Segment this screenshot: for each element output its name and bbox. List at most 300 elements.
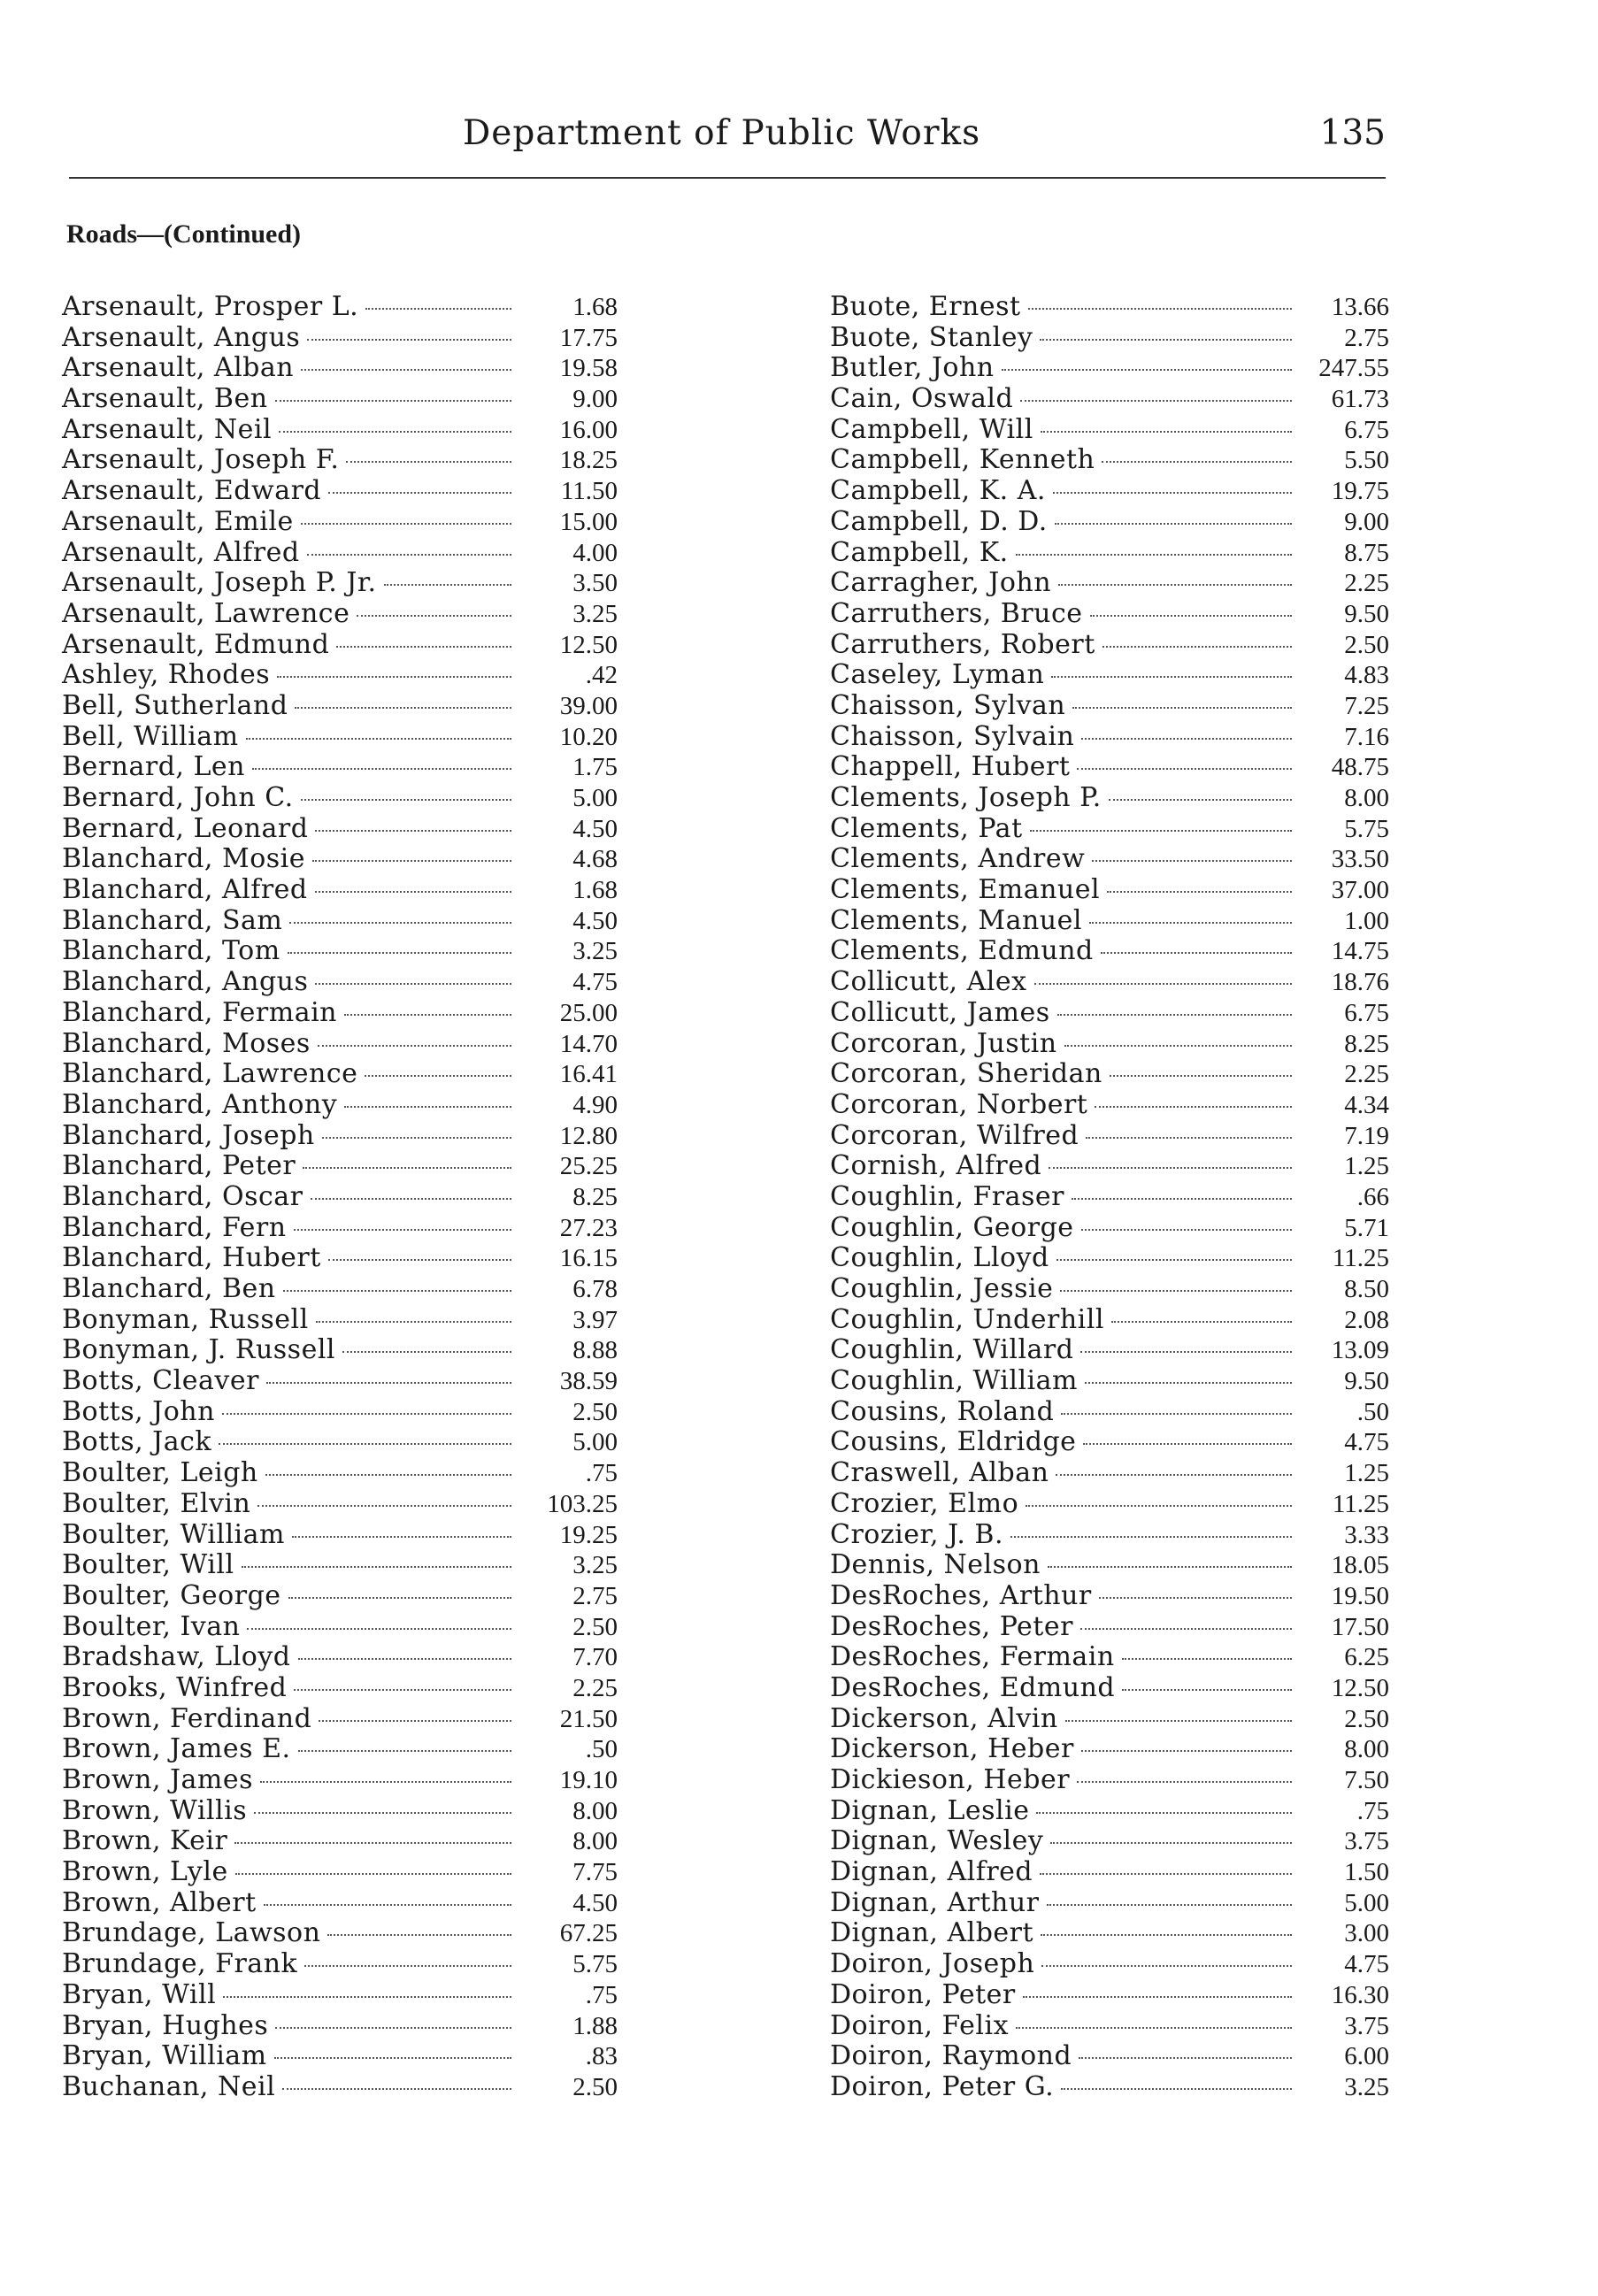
entry-amount: 2.25 — [1344, 569, 1389, 598]
dot-leader — [298, 1750, 511, 1752]
entry-name: DesRoches, Peter — [830, 1610, 1073, 1642]
entry-amount: 6.75 — [1344, 415, 1389, 444]
dot-leader — [277, 676, 511, 678]
dot-leader — [1016, 554, 1292, 556]
dot-leader — [384, 584, 512, 586]
entry-name: Campbell, Kenneth — [830, 444, 1095, 476]
entry-name: Dickerson, Alvin — [830, 1702, 1058, 1734]
list-item — [62, 1765, 618, 1796]
entry-amount: 7.70 — [572, 1643, 618, 1672]
dot-leader — [264, 1904, 511, 1906]
entry-name: Bernard, Leonard — [62, 812, 309, 844]
list-item — [830, 875, 1389, 906]
dot-leader — [1056, 1259, 1292, 1261]
entry-amount: 2.50 — [1344, 1704, 1389, 1733]
entry-name: Blanchard, Mosie — [62, 843, 305, 875]
dot-leader — [246, 738, 511, 740]
entry-name: Brown, Lyle — [62, 1856, 228, 1888]
entry-name: Buchanan, Neil — [62, 2070, 276, 2102]
list-item — [62, 1489, 618, 1520]
list-item — [62, 967, 618, 998]
entry-name: Campbell, D. D. — [830, 505, 1048, 537]
dot-leader — [282, 2088, 511, 2090]
entry-name: Blanchard, Lawrence — [62, 1058, 358, 1090]
dot-leader — [234, 1842, 511, 1844]
entry-name: Dignan, Alfred — [830, 1856, 1033, 1888]
list-item — [62, 1734, 618, 1765]
entry-amount: 4.00 — [572, 538, 618, 567]
list-item — [830, 599, 1389, 630]
dot-leader — [357, 615, 511, 617]
entry-amount: .75 — [585, 1459, 618, 1488]
entry-amount: 5.50 — [1344, 446, 1389, 475]
list-item — [62, 507, 618, 538]
list-item — [62, 844, 618, 875]
entry-amount: 2.08 — [1344, 1305, 1389, 1334]
entry-name: Coughlin, Underhill — [830, 1303, 1104, 1335]
list-item — [830, 1612, 1389, 1643]
dot-leader — [222, 1413, 511, 1415]
dot-leader — [319, 1720, 511, 1722]
list-item — [62, 691, 618, 722]
entry-amount: .42 — [585, 661, 618, 690]
entry-amount: 1.68 — [572, 876, 618, 905]
entry-amount: .75 — [1356, 1796, 1389, 1825]
dot-leader — [1065, 1720, 1292, 1722]
dot-leader — [294, 1689, 511, 1691]
entry-amount: 67.25 — [559, 1919, 618, 1948]
dot-leader — [1040, 1873, 1292, 1875]
entry-amount: 2.25 — [572, 1673, 618, 1702]
dot-leader — [1026, 1505, 1292, 1507]
entry-name: Dignan, Arthur — [830, 1886, 1040, 1918]
list-item — [830, 1366, 1389, 1397]
dot-leader — [1058, 584, 1292, 586]
dot-leader — [1099, 1597, 1292, 1599]
entry-amount: 7.75 — [572, 1858, 618, 1887]
list-item — [62, 1980, 618, 2011]
entry-name: Arsenault, Alfred — [62, 536, 300, 568]
entry-amount: 48.75 — [1331, 753, 1389, 782]
dot-leader — [1122, 1658, 1292, 1660]
dot-leader — [242, 1566, 511, 1568]
entry-amount: 8.00 — [572, 1796, 618, 1825]
right-column-list — [830, 292, 1389, 2103]
entry-name: Boulter, George — [62, 1579, 281, 1611]
dot-leader — [1089, 922, 1292, 924]
entry-amount: 13.66 — [1331, 293, 1389, 321]
dot-leader — [1056, 1474, 1292, 1476]
entry-amount: 5.75 — [1344, 814, 1389, 843]
dot-leader — [1109, 799, 1292, 801]
entry-name: Crozier, Elmo — [830, 1487, 1019, 1519]
entry-name: Arsenault, Lawrence — [62, 597, 350, 629]
entry-amount: 4.34 — [1344, 1090, 1389, 1119]
entry-name: Arsenault, Ben — [62, 383, 268, 415]
entry-amount: 7.16 — [1344, 722, 1389, 751]
dot-leader — [1053, 492, 1292, 494]
entry-name: Cain, Oswald — [830, 383, 1014, 415]
list-item — [830, 691, 1389, 722]
list-item — [830, 660, 1389, 691]
left-column-list — [62, 292, 618, 2103]
list-item — [62, 1888, 618, 1919]
dot-leader — [1047, 1904, 1293, 1906]
entry-name: Bryan, Hughes — [62, 2009, 269, 2041]
list-item — [62, 998, 618, 1029]
list-item — [62, 1857, 618, 1888]
entry-amount: 2.50 — [572, 2072, 618, 2101]
entry-amount: 11.25 — [1332, 1244, 1389, 1273]
dot-leader — [316, 1321, 511, 1323]
list-item — [62, 1673, 618, 1704]
list-item — [62, 752, 618, 783]
entry-amount: 2.50 — [1344, 630, 1389, 659]
entry-name: Doiron, Raymond — [830, 2040, 1072, 2072]
entry-amount: 4.83 — [1344, 661, 1389, 690]
entry-amount: 19.58 — [559, 354, 618, 383]
list-item — [62, 1059, 618, 1090]
entry-amount: 1.25 — [1344, 1152, 1389, 1181]
dot-leader — [1016, 2027, 1292, 2029]
entry-amount: 4.75 — [572, 968, 618, 997]
entry-name: Boulter, Ivan — [62, 1610, 241, 1642]
list-item — [830, 445, 1389, 476]
dot-leader — [311, 1198, 512, 1200]
entry-amount: 16.30 — [1331, 1980, 1389, 2009]
list-item — [830, 783, 1389, 814]
list-item — [830, 2011, 1389, 2042]
entry-name: Clements, Andrew — [830, 843, 1086, 875]
entry-amount: 3.25 — [572, 1551, 618, 1580]
list-item — [830, 844, 1389, 875]
entry-amount: 38.59 — [559, 1367, 618, 1396]
entry-name: Butler, John — [830, 352, 995, 384]
entry-name: Bernard, Len — [62, 751, 245, 783]
dot-leader — [365, 1075, 511, 1077]
entry-name: Carragher, John — [830, 567, 1052, 599]
list-item — [830, 1274, 1389, 1305]
entry-name: Brooks, Winfred — [62, 1671, 288, 1703]
dot-leader — [365, 308, 511, 310]
entry-amount: 7.19 — [1344, 1121, 1389, 1150]
entry-amount: 2.25 — [1344, 1060, 1389, 1089]
list-item — [62, 1642, 618, 1673]
list-item — [62, 722, 618, 753]
entry-amount: 19.10 — [559, 1766, 618, 1794]
entry-amount: 8.50 — [1344, 1275, 1389, 1303]
dot-leader — [1002, 369, 1292, 371]
dot-leader — [1057, 1014, 1292, 1016]
dot-leader — [1010, 1536, 1292, 1538]
dot-leader — [1049, 1167, 1292, 1169]
list-item — [830, 1857, 1389, 1888]
entry-name: Blanchard, Fermain — [62, 996, 337, 1028]
entry-amount: 3.25 — [1344, 2072, 1389, 2101]
entry-name: Dignan, Wesley — [830, 1825, 1044, 1857]
dot-leader — [1085, 1382, 1292, 1384]
entry-name: Blanchard, Alfred — [62, 874, 308, 906]
dot-leader — [1102, 461, 1292, 463]
list-item — [62, 1366, 618, 1397]
entry-amount: 8.25 — [572, 1182, 618, 1211]
list-item — [62, 1151, 618, 1182]
dot-leader — [235, 1873, 511, 1875]
dot-leader — [1055, 523, 1292, 525]
entry-amount: 247.55 — [1318, 354, 1389, 383]
dot-leader — [266, 1382, 511, 1384]
entry-amount: 16.00 — [559, 415, 618, 444]
list-item — [62, 1427, 618, 1458]
dot-leader — [1023, 1996, 1292, 1998]
entry-amount: 2.75 — [572, 1581, 618, 1610]
entry-name: Doiron, Felix — [830, 2009, 1010, 2041]
entry-amount: 9.50 — [1344, 1367, 1389, 1396]
page-title: Department of Public Works — [463, 113, 981, 153]
entry-name: Blanchard, Sam — [62, 904, 283, 936]
list-item — [62, 2011, 618, 2042]
entry-name: Brown, James — [62, 1764, 254, 1795]
list-item — [830, 1918, 1389, 1949]
dot-leader — [294, 1229, 511, 1231]
dot-leader — [1077, 768, 1292, 770]
dot-leader — [307, 554, 511, 556]
dot-leader — [1092, 860, 1292, 862]
dot-leader — [288, 1597, 511, 1599]
list-item — [62, 2072, 618, 2103]
list-item — [830, 538, 1389, 569]
dot-leader — [283, 1290, 511, 1292]
list-item — [830, 967, 1389, 998]
entry-name: Caseley, Lyman — [830, 659, 1045, 691]
entry-amount: 11.50 — [560, 477, 618, 506]
entry-name: Arsenault, Edmund — [62, 628, 330, 660]
entry-name: Buote, Stanley — [830, 321, 1033, 353]
entry-name: Brown, Ferdinand — [62, 1702, 312, 1734]
entry-amount: 12.50 — [559, 630, 618, 659]
entry-amount: 3.50 — [572, 569, 618, 598]
entry-amount: 10.20 — [559, 722, 618, 751]
entry-name: Cousins, Roland — [830, 1395, 1055, 1427]
entry-amount: 15.00 — [559, 507, 618, 536]
entry-name: Blanchard, Oscar — [62, 1180, 303, 1212]
list-item — [830, 568, 1389, 599]
dot-leader — [1081, 1229, 1292, 1231]
list-item — [62, 538, 618, 569]
entry-name: Campbell, K. — [830, 536, 1009, 568]
list-item — [62, 660, 618, 691]
entry-amount: 9.00 — [572, 385, 618, 414]
dot-leader — [1040, 339, 1292, 341]
entry-amount: 16.15 — [559, 1244, 618, 1273]
dot-leader — [1095, 1106, 1292, 1108]
entry-name: Chaisson, Sylvain — [830, 720, 1075, 752]
list-item — [62, 1243, 618, 1274]
list-item — [830, 630, 1389, 661]
dot-leader — [1081, 1750, 1292, 1752]
entry-name: Blanchard, Peter — [62, 1150, 296, 1182]
entry-name: Boulter, William — [62, 1518, 285, 1550]
entry-name: Brundage, Lawson — [62, 1917, 321, 1949]
entry-name: Campbell, K. A. — [830, 475, 1046, 507]
list-item — [62, 1274, 618, 1305]
list-item — [830, 1182, 1389, 1213]
dot-leader — [344, 1106, 511, 1108]
entry-name: Blanchard, Hubert — [62, 1242, 321, 1274]
entry-amount: 19.75 — [1331, 477, 1389, 506]
list-item — [62, 1397, 618, 1428]
entry-amount: 6.75 — [1344, 998, 1389, 1027]
entry-amount: 6.25 — [1344, 1643, 1389, 1672]
dot-leader — [1028, 308, 1292, 310]
entry-amount: 4.50 — [572, 906, 618, 935]
entry-name: Corcoran, Justin — [830, 1027, 1057, 1059]
list-item — [830, 1949, 1389, 1980]
dot-leader — [1083, 1443, 1292, 1445]
dot-leader — [1090, 615, 1292, 617]
dot-leader — [274, 2057, 511, 2059]
dot-leader — [1061, 1413, 1292, 1415]
entry-name: Arsenault, Joseph P. Jr. — [62, 567, 377, 599]
dot-leader — [1051, 676, 1292, 678]
entry-amount: 3.25 — [572, 599, 618, 628]
entry-name: Brundage, Frank — [62, 1948, 298, 1980]
entry-amount: 8.25 — [1344, 1029, 1389, 1058]
list-item — [62, 2041, 618, 2072]
entry-amount: 4.50 — [572, 814, 618, 843]
page-header — [69, 106, 1386, 179]
entry-amount: .66 — [1356, 1182, 1389, 1211]
dot-leader — [346, 461, 511, 463]
entry-name: Arsenault, Emile — [62, 505, 294, 537]
list-item — [830, 1059, 1389, 1090]
list-item — [830, 1673, 1389, 1704]
entry-name: Cousins, Eldridge — [830, 1426, 1077, 1458]
list-item — [62, 1796, 618, 1827]
list-item — [830, 384, 1389, 415]
list-item — [62, 906, 618, 937]
dot-leader — [1102, 646, 1292, 648]
entry-name: Dickieson, Heber — [830, 1764, 1071, 1795]
list-item — [830, 1121, 1389, 1152]
section-heading: Roads—(Continued) — [66, 219, 302, 249]
list-item — [62, 476, 618, 507]
dot-leader — [1101, 952, 1292, 954]
entry-amount: 8.00 — [1344, 784, 1389, 812]
dot-leader — [1041, 431, 1292, 433]
entry-amount: 6.00 — [1344, 2042, 1389, 2071]
entry-name: Coughlin, Jessie — [830, 1273, 1054, 1304]
entry-amount: 103.25 — [547, 1489, 618, 1518]
list-item — [830, 1734, 1389, 1765]
dot-leader — [1041, 1965, 1292, 1967]
entry-name: Carruthers, Robert — [830, 628, 1095, 660]
entry-amount: 37.00 — [1331, 876, 1389, 905]
list-item — [830, 1090, 1389, 1121]
dot-leader — [1077, 1781, 1292, 1783]
entry-amount: 1.88 — [572, 2011, 618, 2040]
dot-leader — [301, 369, 511, 371]
dot-leader — [1030, 830, 1292, 832]
list-item — [62, 445, 618, 476]
list-item — [830, 1458, 1389, 1489]
entry-amount: 25.25 — [559, 1152, 618, 1181]
entry-name: Blanchard, Ben — [62, 1273, 276, 1304]
entry-amount: 14.75 — [1331, 937, 1389, 966]
entry-name: Arsenault, Joseph F. — [62, 444, 340, 476]
entry-name: Crozier, J. B. — [830, 1518, 1003, 1550]
dot-leader — [275, 400, 511, 402]
dot-leader — [301, 523, 511, 525]
list-item — [62, 323, 618, 354]
entry-amount: 4.90 — [572, 1090, 618, 1119]
entry-amount: 1.00 — [1344, 906, 1389, 935]
list-item — [62, 1029, 618, 1060]
list-item — [830, 1397, 1389, 1428]
list-item — [62, 568, 618, 599]
dot-leader — [288, 952, 511, 954]
entry-amount: 5.71 — [1344, 1213, 1389, 1242]
entry-amount: 4.75 — [1344, 1428, 1389, 1457]
dot-leader — [342, 1351, 511, 1353]
entry-amount: 1.68 — [572, 293, 618, 321]
dot-leader — [1080, 1628, 1292, 1630]
dot-leader — [315, 983, 511, 985]
list-item — [830, 476, 1389, 507]
list-item — [830, 2041, 1389, 2072]
entry-amount: 27.23 — [559, 1213, 618, 1242]
entry-amount: 13.09 — [1331, 1336, 1389, 1365]
dot-leader — [315, 830, 511, 832]
list-item — [62, 1335, 618, 1366]
entry-amount: 39.00 — [559, 691, 618, 720]
entry-amount: 8.88 — [572, 1336, 618, 1365]
entry-name: Bell, Sutherland — [62, 689, 288, 721]
entry-name: Coughlin, Willard — [830, 1334, 1074, 1366]
entry-name: Blanchard, Anthony — [62, 1088, 338, 1120]
entry-name: DesRoches, Arthur — [830, 1579, 1092, 1611]
entry-name: Blanchard, Joseph — [62, 1119, 315, 1151]
dot-leader — [247, 1628, 511, 1630]
dot-leader — [318, 1045, 511, 1047]
entry-name: Craswell, Alban — [830, 1457, 1049, 1489]
dot-leader — [1048, 1566, 1292, 1568]
list-item — [62, 1918, 618, 1949]
list-item — [62, 875, 618, 906]
entry-name: Bryan, Will — [62, 1978, 217, 2010]
dot-leader — [1050, 1842, 1292, 1844]
entry-amount: 25.00 — [559, 998, 618, 1027]
list-item — [62, 1182, 618, 1213]
list-item — [62, 1090, 618, 1121]
list-item — [830, 936, 1389, 967]
page-number: 135 — [1319, 113, 1386, 153]
entry-amount: .50 — [585, 1735, 618, 1764]
entry-name: Brown, James E. — [62, 1733, 291, 1765]
list-item — [830, 752, 1389, 783]
dot-leader — [254, 1812, 511, 1814]
dot-leader — [265, 1474, 511, 1476]
entry-name: Corcoran, Sheridan — [830, 1058, 1102, 1090]
list-item — [62, 783, 618, 814]
list-item — [830, 1888, 1389, 1919]
list-item — [830, 1826, 1389, 1857]
dot-leader — [1081, 738, 1292, 740]
list-item — [62, 936, 618, 967]
entry-amount: 3.25 — [572, 937, 618, 966]
entry-amount: 3.00 — [1344, 1919, 1389, 1948]
entry-amount: 3.75 — [1344, 1827, 1389, 1856]
